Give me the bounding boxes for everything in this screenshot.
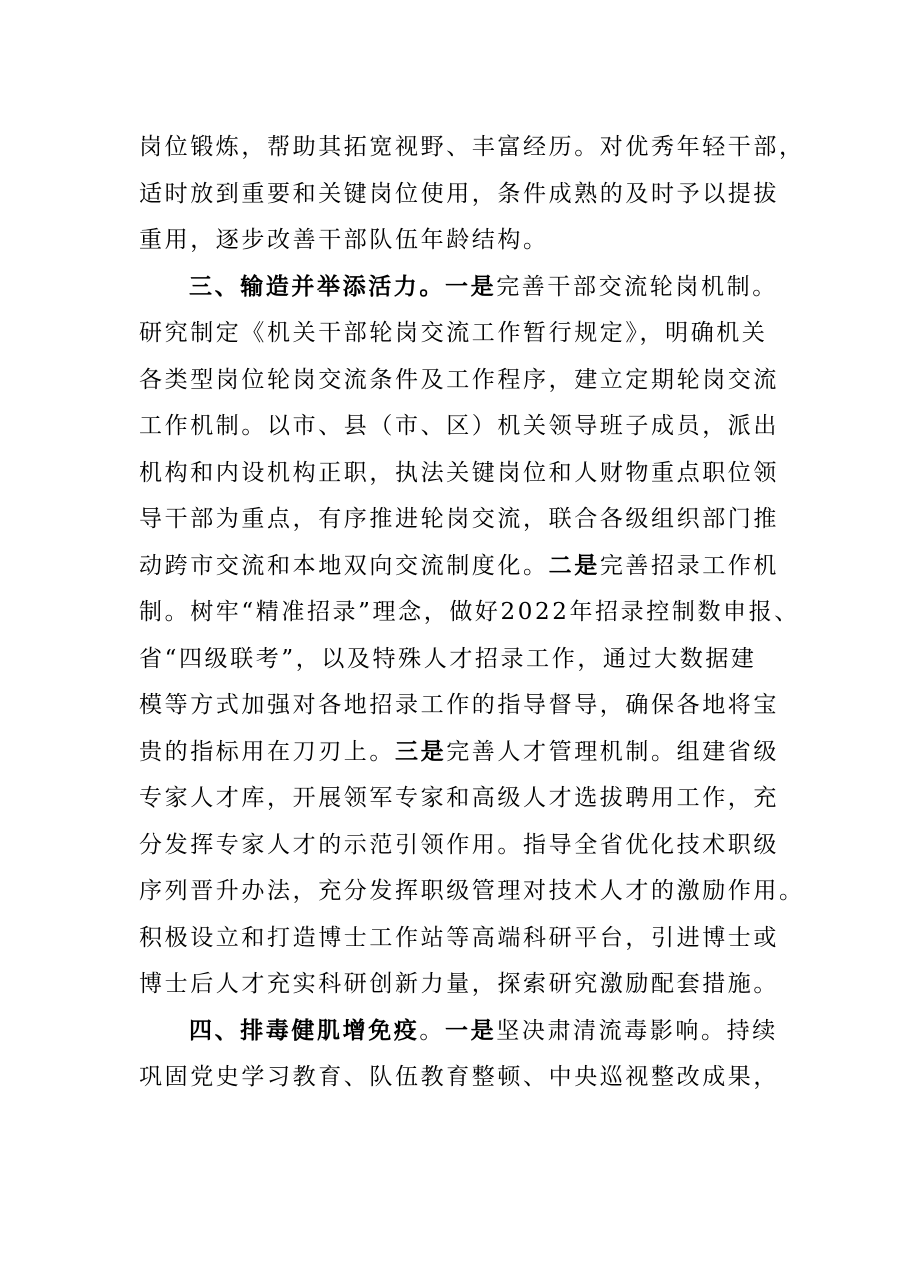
text-segment: 导干部为重点，有序推进轮岗交流，联合各级组织部门推 [139,506,779,532]
text-line [139,822,779,869]
text-segment: 分发挥专家人才的示范引领作用。指导全省优化技术职级 [139,831,779,858]
text-segment: 动跨市交流和本地双向交流制度化。 [139,552,549,579]
point-marker: 一是 [445,272,497,300]
section-heading: 三、输造并举添活力。 [189,272,445,300]
text-line [139,217,751,264]
text-line [139,589,800,636]
text-segment: 完善人才管理机制。组建省级 [446,738,780,765]
text-line [139,682,779,729]
text-line [139,775,779,822]
text-line [139,543,780,590]
section-heading-line [139,264,778,311]
text-segment: 岗位锻炼，帮助其拓宽视野、丰富经历。对优秀年轻干部， [139,134,805,160]
text-line [139,915,779,962]
text-segment: 序列晋升办法，充分发挥职级管理对技术人才的激励作用。 [139,878,805,904]
text-segment: 完善干部交流轮岗机制。 [496,273,778,300]
text-line [139,729,780,776]
section-heading-line [139,1008,778,1055]
text-segment: 。 [419,1017,446,1044]
text-line [139,961,779,1008]
text-segment: 各类型岗位轮岗交流条件及工作程序，建立定期轮岗交流 [139,366,779,393]
text-line [139,403,779,450]
text-segment: 重用，逐步改善干部队伍年龄结构。 [139,227,549,253]
section-heading: 四、排毒健肌增免疫 [189,1016,420,1044]
point-marker: 三是 [395,737,447,765]
point-marker: 二是 [548,551,600,579]
text-line [139,171,779,218]
text-segment: 研究制定《机关干部轮岗交流工作暂行规定》，明确机关 [139,320,768,346]
text-segment: 贵的指标用在刀刃上。 [139,738,395,765]
text-segment: 工作机制。以市、县（市、区）机关领导班子成员，派出 [139,413,779,439]
text-line [139,496,779,543]
text-segment: 省“四级联考”，以及特殊人才招录工作，通过大数据建 [139,645,757,672]
text-segment: 机构和内设机构正职，执法关键岗位和人财物重点职位领 [139,459,779,486]
text-line [139,310,768,357]
text-segment: 坚决肃清流毒影响。持续 [496,1017,778,1044]
text-line [139,868,805,915]
text-segment: 积极设立和打造博士工作站等高端科研平台，引进博士或 [139,924,779,951]
text-line [139,124,805,171]
text-segment: 博士后人才充实科研创新力量，探索研究激励配套措施。 [139,971,779,997]
text-segment: 模等方式加强对各地招录工作的指导督导，确保各地将宝 [139,692,779,718]
text-segment: 适时放到重要和关键岗位使用，条件成熟的及时予以提拔 [139,180,779,207]
point-marker: 一是 [445,1016,497,1044]
text-segment: 巩固党史学习教育、队伍教育整顿、中央巡视整改成果， [139,1064,779,1090]
text-line [139,357,779,404]
text-segment: 完善招录工作机 [599,552,780,579]
text-line [139,450,779,497]
text-segment: 制。树牢“精准招录”理念，做好2022年招录控制数申报、 [139,599,800,625]
document-body [139,124,805,1101]
text-segment: 专家人才库，开展领军专家和高级人才选拔聘用工作，充 [139,785,779,811]
text-line [139,1054,779,1101]
text-line [139,636,757,683]
